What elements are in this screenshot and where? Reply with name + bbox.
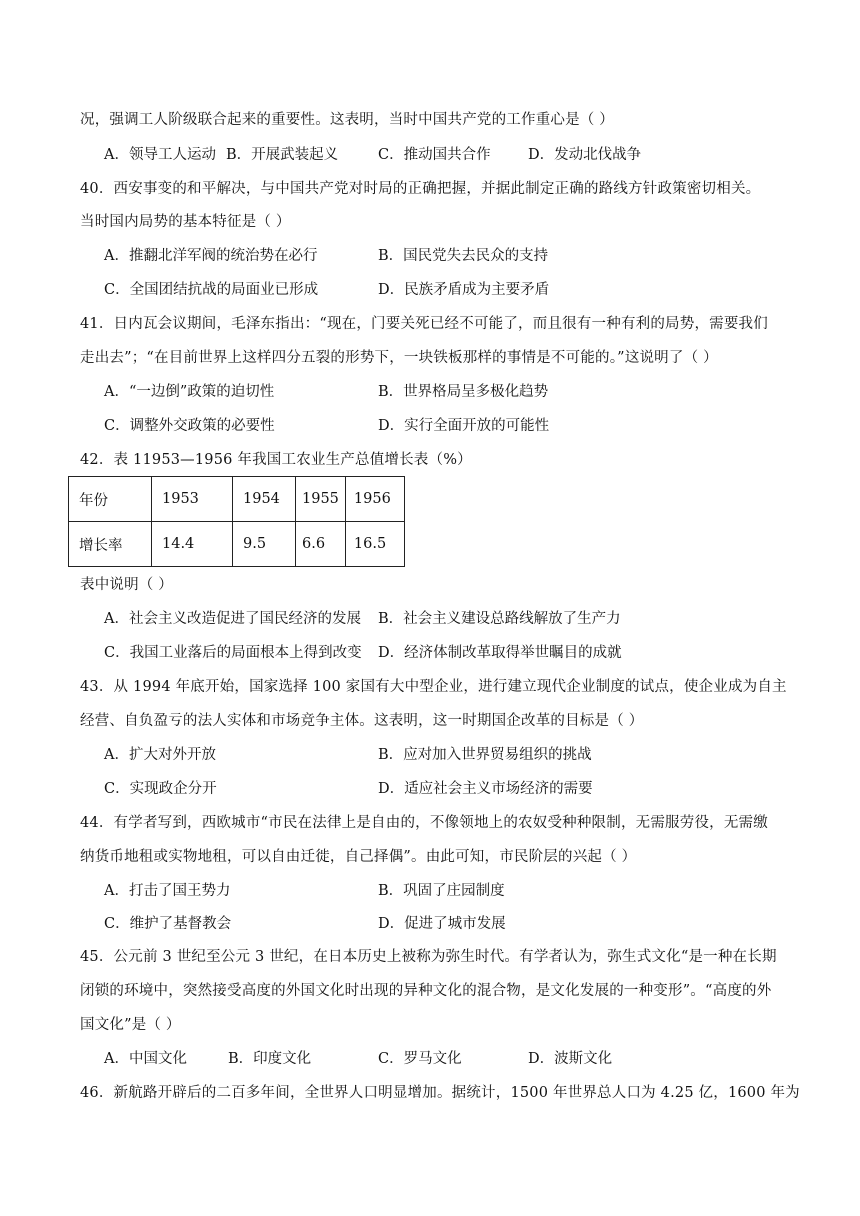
question-42-stem-line2: 表中说明（ ） — [80, 577, 174, 593]
table-header-cell: 年份 — [69, 477, 152, 522]
q39-option-c: C．推动国共合作 — [378, 147, 491, 163]
q41-option-d: D．实行全面开放的可能性 — [378, 418, 550, 434]
q45-option-b: B．印度文化 — [228, 1051, 312, 1067]
growth-rate-table — [68, 476, 405, 567]
question-45-stem-line1: 45．公元前 3 世纪至公元 3 世纪，在日本历史上被称为弥生时代。有学者认为，弥生式文化“是一种在长期 — [80, 949, 777, 965]
table-cell: 14.4 — [152, 522, 233, 567]
question-40-stem-line1: 40．西安事变的和平解决，与中国共产党对时局的正确把握，并据此制定正确的路线方针政策密切相关。 — [80, 181, 761, 197]
q41-option-b: B．世界格局呈多极化趋势 — [378, 384, 549, 400]
question-46-stem-line1: 46．新航路开辟后的二百多年间，全世界人口明显增加。据统计，1500 年世界总人口为 4.25 亿，1600 年为 — [80, 1085, 800, 1101]
q44-option-d: D．促进了城市发展 — [378, 916, 506, 932]
table-cell: 9.5 — [233, 522, 296, 567]
q44-option-a: A．打击了国王势力 — [104, 883, 231, 899]
q45-option-a: A．中国文化 — [104, 1051, 187, 1067]
question-40-stem-line2: 当时国内局势的基本特征是（ ） — [80, 214, 291, 230]
question-39-stem-tail: 况，强调工人阶级联合起来的重要性。这表明，当时中国共产党的工作重心是（ ） — [80, 112, 615, 128]
question-43-stem-line2: 经营、自负盈亏的法人实体和市场竞争主体。这表明，这一时期国企改革的目标是（ ） — [80, 713, 644, 729]
q43-option-c: C．实现政企分开 — [104, 781, 217, 797]
question-45-stem-line3: 国文化”是（ ） — [80, 1017, 181, 1033]
question-45-stem-line2: 闭锁的环境中，突然接受高度的外国文化时出现的异种文化的混合物，是文化发展的一种变形”。“高度的外 — [80, 983, 772, 999]
q40-option-b: B．国民党失去民众的支持 — [378, 248, 549, 264]
question-42-stem-line1: 42．表 11953—1956 年我国工农业生产总值增长表（%） — [80, 452, 472, 468]
q44-option-b: B．巩固了庄园制度 — [378, 883, 505, 899]
q45-option-c: C．罗马文化 — [378, 1051, 462, 1067]
q43-option-d: D．适应社会主义市场经济的需要 — [378, 781, 593, 797]
q40-option-c: C．全国团结抗战的局面业已形成 — [104, 282, 319, 298]
table-header-cell: 1954 — [233, 477, 296, 522]
q43-option-a: A．扩大对外开放 — [104, 747, 216, 763]
q45-option-d: D．波斯文化 — [528, 1051, 613, 1067]
table-cell: 增长率 — [69, 522, 152, 567]
table-cell: 16.5 — [345, 522, 404, 567]
question-44-stem-line1: 44．有学者写到，西欧城市“市民在法律上是自由的，不像领地上的农奴受种种限制，无需服劳役，无需缴 — [80, 815, 768, 831]
table-header-cell: 1956 — [345, 477, 404, 522]
q39-option-d: D．发动北伐战争 — [528, 147, 642, 163]
q40-option-a: A．推翻北洋军阀的统治势在必行 — [104, 248, 318, 264]
question-43-stem-line1: 43．从 1994 年底开始，国家选择 100 家国有大中型企业，进行建立现代企业制度的试点，使企业成为自主 — [80, 679, 787, 695]
table-cell: 6.6 — [296, 522, 346, 567]
q42-option-d: D．经济体制改革取得举世瞩目的成就 — [378, 645, 622, 661]
q42-option-a: A．社会主义改造促进了国民经济的发展 — [104, 611, 361, 627]
table-header-cell: 1955 — [296, 477, 346, 522]
q44-option-c: C．维护了基督教会 — [104, 916, 232, 932]
q41-option-c: C．调整外交政策的必要性 — [104, 418, 275, 434]
question-41-stem-line1: 41．日内瓦会议期间，毛泽东指出：“现在，门要关死已经不可能了，而且很有一种有利的局势，需要我们 — [80, 316, 768, 332]
table-header-cell: 1953 — [152, 477, 233, 522]
q42-option-c: C．我国工业落后的局面根本上得到改变 — [104, 645, 362, 661]
q41-option-a: A．“一边倒”政策的迫切性 — [104, 384, 275, 400]
question-41-stem-line2: 走出去”；“在目前世界上这样四分五裂的形势下，一块铁板那样的事情是不可能的。”这说明了（ ） — [80, 350, 718, 366]
question-44-stem-line2: 纳货币地租或实物地租，可以自由迁徙，自己择偶”。由此可知，市民阶层的兴起（ ） — [80, 849, 637, 865]
table-row — [69, 477, 405, 522]
table-row — [69, 522, 405, 567]
q42-option-b: B．社会主义建设总路线解放了生产力 — [378, 611, 621, 627]
q39-option-a: A．领导工人运动 — [104, 147, 216, 163]
q40-option-d: D．民族矛盾成为主要矛盾 — [378, 282, 550, 298]
q39-option-b: B．开展武装起义 — [226, 147, 339, 163]
q43-option-b: B．应对加入世界贸易组织的挑战 — [378, 747, 592, 763]
